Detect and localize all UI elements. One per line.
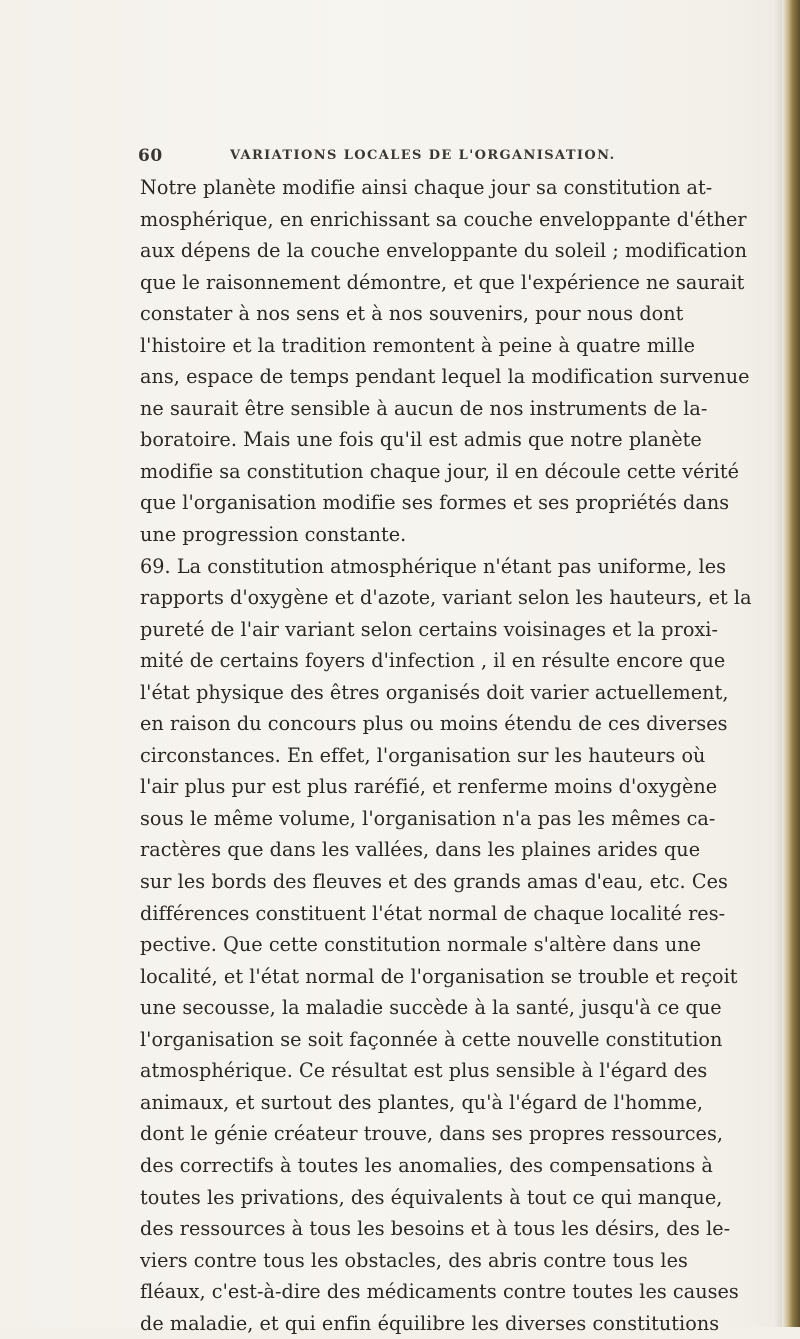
text-line: fléaux, c'est-à-dire des médicaments contre toutes les causes	[140, 1280, 739, 1304]
text-line: localité, et l'état normal de l'organisation se trouble et reçoit	[140, 964, 738, 988]
text-line: mité de certains foyers d'infection , il en résulte encore que	[140, 649, 726, 673]
text-line: sous le même volume, l'organisation n'a pas les mêmes ca-	[140, 806, 716, 830]
text-line: des correctifs à toutes les anomalies, des compensations à	[140, 1153, 713, 1177]
text-line: 69. La constitution atmosphérique n'étant pas uniforme, les	[140, 554, 726, 578]
text-line: de maladie, et qui enfin équilibre les diverses constitutions	[140, 1311, 720, 1335]
text-line: en raison du concours plus ou moins étendu de ces diverses	[140, 712, 728, 736]
page-edge-binding	[782, 0, 800, 1327]
text-line: ans, espace de temps pendant lequel la modification survenue	[140, 365, 750, 389]
text-line: l'air plus pur est plus raréfié, et renferme moins d'oxygène	[140, 775, 718, 799]
text-line: sur les bords des fleuves et des grands amas d'eau, etc. Ces	[140, 870, 728, 894]
text-line: que l'organisation modifie ses formes et ses propriétés dans	[140, 491, 730, 515]
text-line: boratoire. Mais une fois qu'il est admis que notre planète	[140, 428, 702, 452]
text-line: viers contre tous les obstacles, des abris contre tous les	[140, 1248, 688, 1272]
text-line: ne saurait être sensible à aucun de nos instruments de la-	[140, 396, 708, 420]
text-line: dont le génie créateur trouve, dans ses propres ressources,	[140, 1122, 724, 1146]
text-line: l'état physique des êtres organisés doit varier actuellement,	[140, 680, 729, 704]
text-line: circonstances. En effet, l'organisation sur les hauteurs où	[140, 743, 706, 767]
body-text	[140, 172, 752, 1339]
text-line: rapports d'oxygène et d'azote, variant selon les hauteurs, et la	[140, 586, 752, 610]
text-line: atmosphérique. Ce résultat est plus sensible à l'égard des	[140, 1059, 708, 1083]
text-line: modifie sa constitution chaque jour, il en découle cette vérité	[140, 459, 740, 483]
text-line: des ressources à tous les besoins et à tous les désirs, des le-	[140, 1217, 731, 1241]
text-line: que le raisonnement démontre, et que l'expérience ne saurait	[140, 270, 745, 294]
text-line: une secousse, la maladie succède à la santé, jusqu'à ce que	[140, 996, 722, 1020]
text-line: l'organisation se soit façonnée à cette nouvelle constitution	[140, 1027, 723, 1051]
page-edge-shading	[774, 0, 782, 1327]
text-line: Notre planète modifie ainsi chaque jour sa constitution at-	[140, 176, 713, 199]
text-line: pureté de l'air variant selon certains voisinages et la proxi-	[140, 617, 719, 641]
text-line: constater à nos sens et à nos souvenirs, pour nous dont	[140, 302, 684, 326]
text-line: animaux, et surtout des plantes, qu'à l'égard de l'homme,	[140, 1090, 704, 1114]
text-line: une progression constante.	[140, 523, 407, 547]
running-head	[138, 146, 678, 170]
text-line: toutes les privations, des équivalents à tout ce qui manque,	[140, 1185, 723, 1209]
text-line: aux dépens de la couche enveloppante du soleil ; modification	[140, 239, 748, 263]
page-number: 60	[138, 146, 163, 166]
text-line: différences constituent l'état normal de chaque localité res-	[140, 901, 726, 925]
text-line: ractères que dans les vallées, dans les plaines arides que	[140, 838, 701, 862]
text-line: mosphérique, en enrichissant sa couche enveloppante d'éther	[140, 207, 747, 231]
running-title: VARIATIONS LOCALES DE L'ORGANISATION.	[230, 148, 616, 163]
text-line: l'histoire et la tradition remontent à peine à quatre mille	[140, 333, 696, 357]
text-line: pective. Que cette constitution normale s'altère dans une	[140, 933, 702, 957]
